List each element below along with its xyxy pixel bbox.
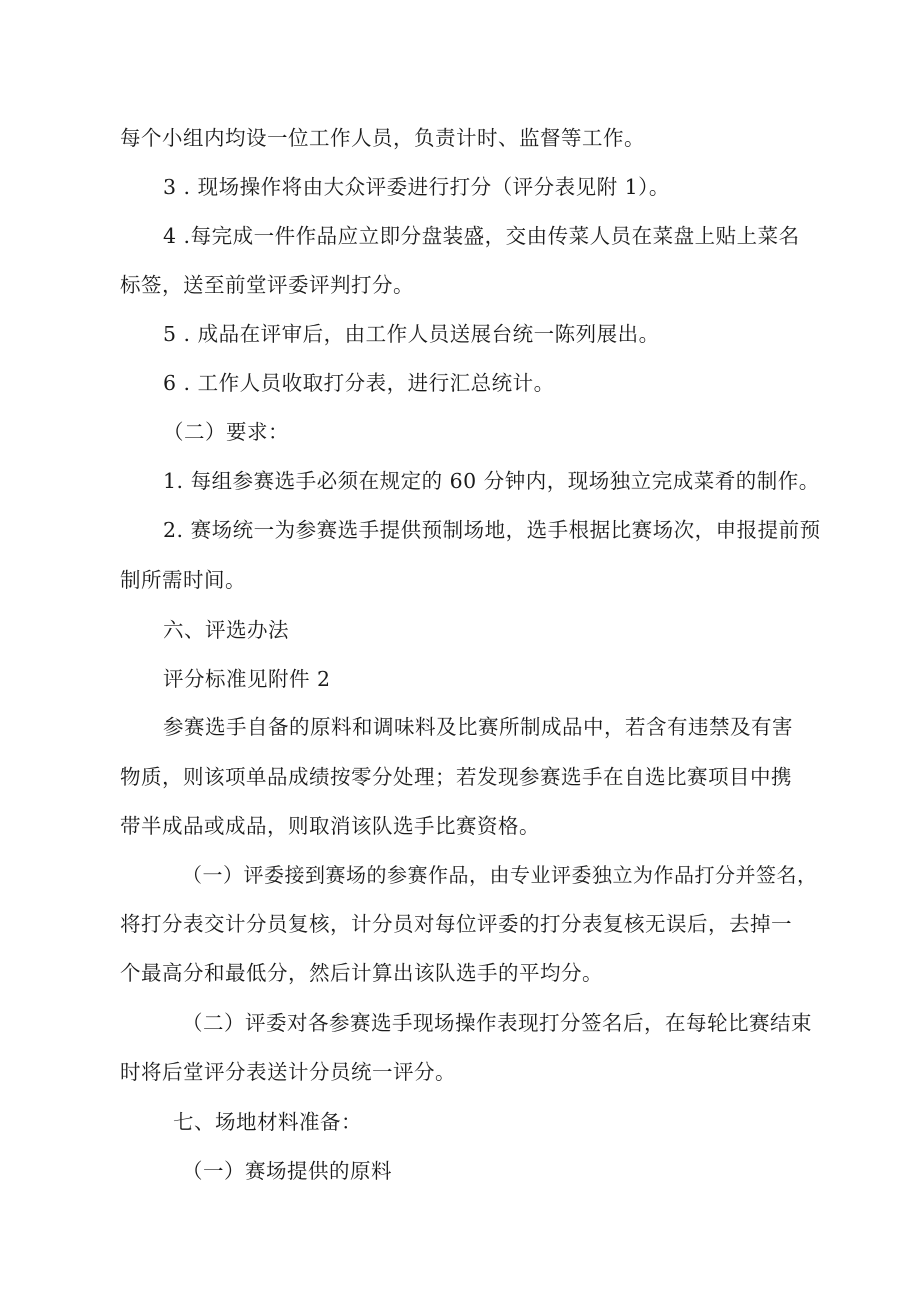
section-heading: 七、场地材料准备： (173, 1110, 362, 1134)
text-line: 评分标准见附件 2 (163, 667, 331, 691)
section-heading: 六、评选办法 (163, 618, 289, 642)
text-line: 物质，则该项单品成绩按零分处理；若发现参赛选手在自选比赛项目中携 (120, 765, 792, 789)
text-line: （一）评委接到赛场的参赛作品，由专业评委独立为作品打分并签名， (182, 863, 818, 887)
text-line: 5 . 成品在评审后，由工作人员送展台统一陈列展出。 (163, 322, 660, 346)
text-line: 个最高分和最低分，然后计算出该队选手的平均分。 (120, 961, 603, 985)
text-line: 参赛选手自备的原料和调味料及比赛所制成品中，若含有违禁及有害 (163, 715, 793, 739)
text-line: 3 . 现场操作将由大众评委进行打分（评分表见附 1）。 (163, 175, 670, 199)
text-line: 标签，送至前堂评委评判打分。 (120, 273, 414, 297)
section-heading: （一）赛场提供的原料 (182, 1159, 392, 1183)
text-line: 每个小组内均设一位工作人员，负责计时、监督等工作。 (120, 126, 645, 150)
text-line: 将打分表交计分员复核，计分员对每位评委的打分表复核无误后，去掉一 (120, 912, 792, 936)
text-line: 带半成品或成品，则取消该队选手比赛资格。 (120, 814, 540, 838)
text-line: 1. 每组参赛选手必须在规定的 60 分钟内，现场独立完成菜肴的制作。 (163, 469, 820, 493)
text-line: 6 . 工作人员收取打分表，进行汇总统计。 (163, 371, 555, 395)
text-line: 4 .每完成一件作品应立即分盘装盛，交由传菜人员在菜盘上贴上菜名 (163, 224, 800, 248)
text-line: （二）评委对各参赛选手现场操作表现打分签名后，在每轮比赛结束 (182, 1011, 812, 1035)
section-heading: （二）要求： (163, 420, 289, 444)
text-line: 时将后堂评分表送计分员统一评分。 (120, 1060, 456, 1084)
text-line: 2. 赛场统一为参赛选手提供预制场地，选手根据比赛场次，申报提前预 (163, 518, 821, 542)
text-line: 制所需时间。 (120, 568, 246, 592)
